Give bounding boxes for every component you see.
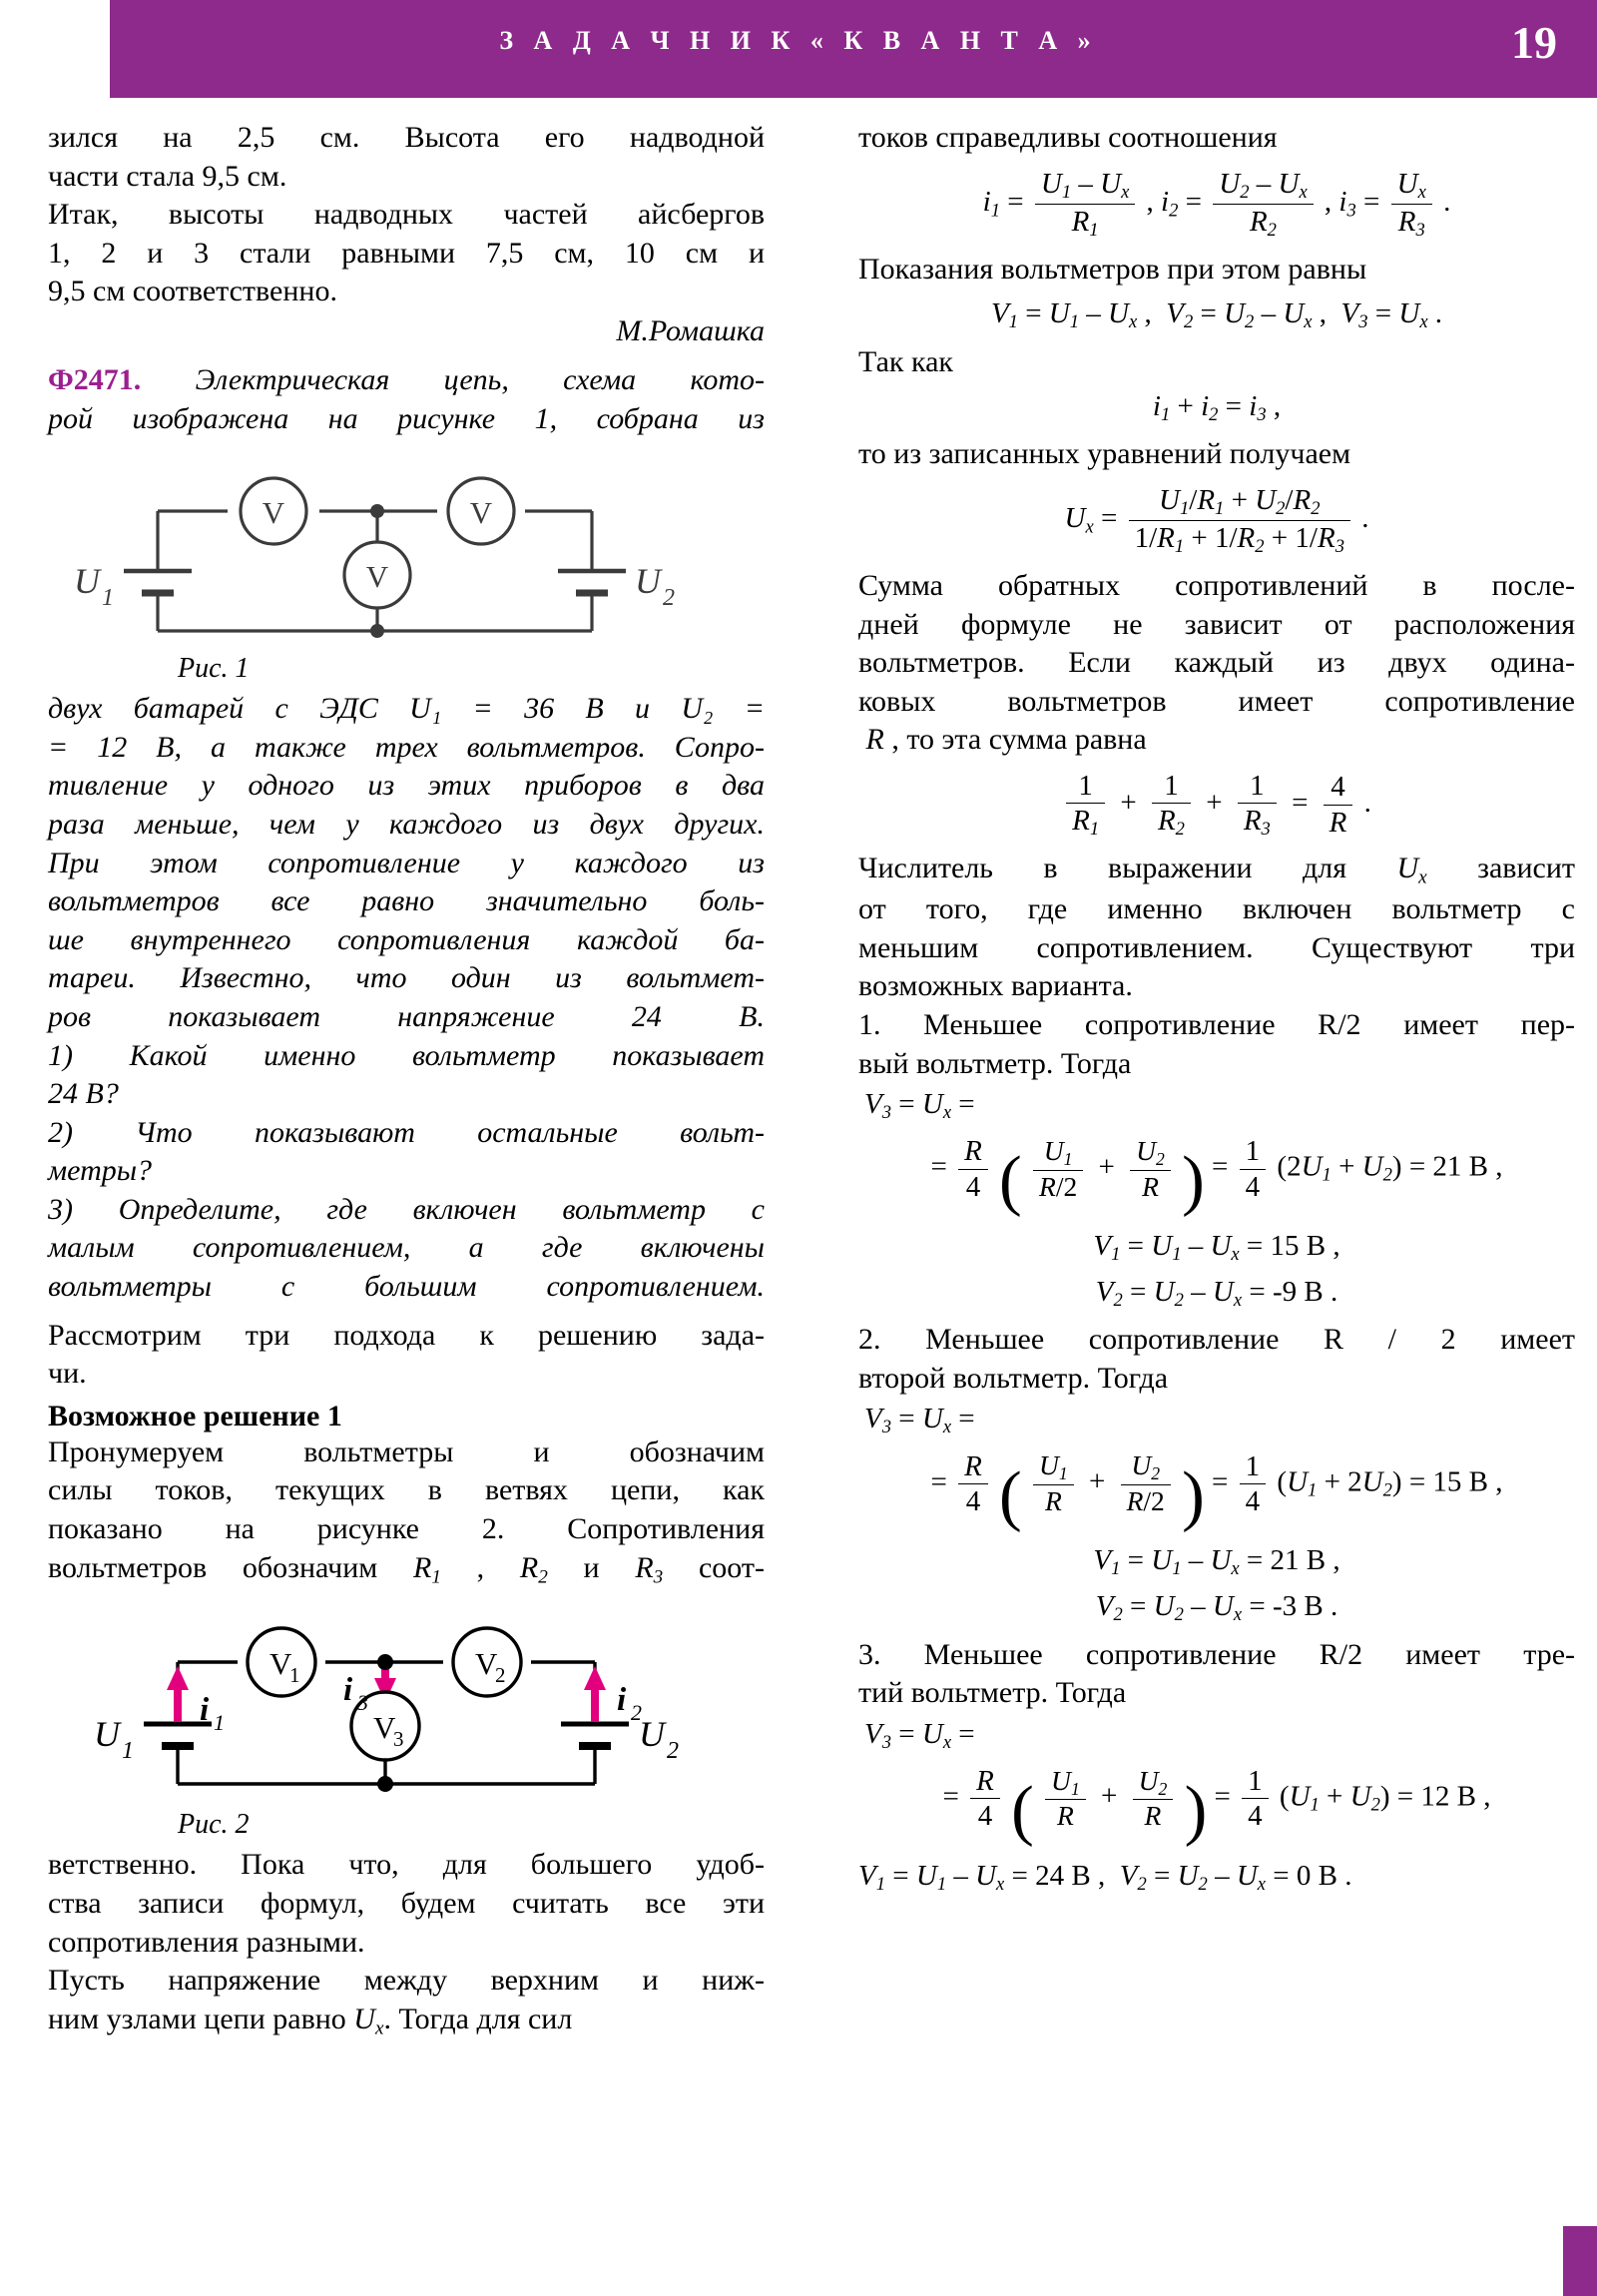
sum-para-line-4: ковых вольтметров имеет сопротивление — [858, 684, 1575, 718]
problem-number-tag: Ф2471. — [48, 362, 142, 396]
case-1-line-1: 1. Меньшее сопротивление R/2 имеет пер- — [858, 1007, 1575, 1041]
numerator-para-line-2: от того, где именно включен вольтметр с — [858, 892, 1575, 926]
problem-body-line-11: 2) Что показывают остальные вольт- — [48, 1115, 765, 1149]
problem-body-line-3: раза меньше, чем у каждого из двух других. — [48, 807, 765, 841]
three-approaches-line2: чи. — [48, 1357, 87, 1391]
current-arrow-i2 — [584, 1666, 606, 1722]
current-label-i1-sub: 1 — [214, 1710, 225, 1736]
formula-kirchhoff: $i_1 + i_2 = i_3$ , — [1152, 390, 1282, 426]
case2-v2-value: -3 В — [1272, 1590, 1324, 1623]
formula-case1-v1: $V_1 = U_1 - U_x = 15$ В , — [1093, 1229, 1340, 1266]
voltmeter-v1-sub: 1 — [289, 1663, 300, 1688]
numerator-para-line-4: возможных варианта. — [858, 969, 1133, 1003]
solution-line-1: Пронумеруем вольтметры и обозначим — [48, 1435, 765, 1468]
problem-body-line-10: 24 В? — [48, 1077, 119, 1111]
paragraph-continued-line1: зился на 2,5 см. Высота его надводной — [48, 121, 765, 154]
battery-left-sub: 1 — [102, 585, 114, 612]
problem-intro-line2: рой изображена на рисунке 1, собрана из — [48, 401, 765, 435]
problem-body-line-7: тареи. Известно, что один из вольтмет- — [48, 961, 765, 995]
formula-case1-v2: $V_2 = U_2 - U_x = -9$ В . — [1095, 1276, 1338, 1312]
case1-v1-value: 15 В — [1270, 1229, 1327, 1262]
figure-1 — [48, 453, 765, 685]
problem-body-line-6: ше внутреннего сопротивления каждой ба- — [48, 922, 765, 956]
case-2-line-2: второй вольтметр. Тогда — [858, 1361, 1169, 1395]
tail-line-5-post: . Тогда для сил — [383, 2002, 573, 2035]
right-line-4: то из записанных уравнений получаем — [858, 437, 1351, 471]
sum-para-line-5: R , то эта сумма равна — [865, 723, 1147, 757]
problem-body-line-9: 1) Какой именно вольтметр показывает — [48, 1038, 765, 1072]
case-1-line-2: вый вольтметр. Тогда — [858, 1046, 1132, 1080]
case3-result-value: 12 В — [1420, 1780, 1476, 1813]
formula-case2-expr: = $\frac{R}{4}$ ( $\frac{U_1}{R}$ + $\frac{U_2}{R/2}$ ) = $\frac{1}{4}$ $(U_1 + 2U_2) = 15$ В , — [930, 1449, 1503, 1533]
three-approaches-line1: Рассмотрим три подхода к решению зада- — [48, 1318, 765, 1352]
voltmeter-v3-label: V — [373, 1710, 396, 1746]
paragraph-continued-line2: части стала 9,5 см. — [48, 159, 287, 193]
case3-v1-value: 24 В — [1035, 1859, 1091, 1892]
formula-voltmeter-readings: $V_1 = U_1 - U_x$ , $V_2 = U_2 - U_x$ , $V_3 = U_x$ . — [990, 297, 1443, 333]
current-label-i3: i — [343, 1672, 353, 1709]
sum-para-line-1: Сумма обратных сопротивлений в после- — [858, 569, 1575, 603]
node-bottom — [370, 624, 384, 638]
case-3-line-1: 3. Меньшее сопротивление R/2 имеет тре- — [858, 1637, 1575, 1671]
voltmeter-v3-sub: 3 — [393, 1727, 404, 1752]
numerator-para-line-1: Числитель в выражении для $U_x$ зависит — [858, 852, 1575, 888]
figure-1-circuit — [48, 453, 765, 653]
sum-para-line-5-post: , то эта сумма равна — [883, 723, 1147, 757]
voltmeter-top-left-label: V — [262, 495, 285, 531]
problem-intro-text1: Электрическая цепь, схема кото- — [195, 362, 766, 396]
formula-case1-head: $V_3 = U_x$ = — [864, 1088, 975, 1124]
tail-line-1: ветственно. Пока что, для большего удоб- — [48, 1848, 765, 1882]
solution-line-2: силы токов, текущих в ветвях цепи, как — [48, 1473, 765, 1507]
solution-line-4: вольтметров обозначим $R_1$ , $R_2$ и $R_3$ соот- — [48, 1550, 765, 1587]
numerator-pre: Числитель в выражении для — [858, 852, 1397, 885]
current-label-i2: i — [617, 1682, 627, 1719]
header-band — [110, 0, 1597, 98]
case-3-line-2: тий вольтметр. Тогда — [858, 1676, 1127, 1710]
battery-right-sub: 2 — [663, 585, 675, 612]
formula-sum-reciprocals: $\frac{1}{R_1}$ + $\frac{1}{R_2}$ + $\frac{1}{R_3}$ = $\frac{4}{R}$ . — [858, 769, 1575, 841]
formula-case1-expr: = $\frac{R}{4}$ ( $\frac{U_1}{R/2}$ + $\frac{U_2}{R}$ ) = $\frac{1}{4}$ $(2U_1 + U_2) = 21$ В , — [930, 1134, 1503, 1218]
page-number: 19 — [1511, 17, 1557, 68]
solution-heading: Возможное решение 1 — [48, 1399, 342, 1433]
battery-left-sub: 1 — [122, 1738, 134, 1765]
problem-body-line-8: ров показывает напряжение 24 В. — [48, 999, 765, 1033]
formula-case2-head: $V_3 = U_x$ = — [864, 1403, 975, 1438]
battery-right-sub: 2 — [667, 1738, 679, 1765]
case2-v1-value: 21 В — [1270, 1544, 1327, 1577]
problem-body-line-1: = 12 В, а также трех вольтметров. Сопро- — [48, 730, 765, 764]
voltmeter-v1-label: V — [269, 1646, 292, 1682]
current-label-i2-sub: 2 — [631, 1700, 642, 1726]
left-column — [48, 120, 765, 2042]
figure-2 — [48, 1604, 765, 1841]
sum-para-line-2: дней формуле не зависит от расположения — [858, 607, 1575, 641]
figure-2-caption: Рис. 2 — [178, 1809, 250, 1841]
tail-line-3: сопротивления разными. — [48, 1925, 365, 1959]
battery-right-label: U — [635, 561, 661, 602]
voltmeter-middle-label: V — [365, 559, 389, 595]
formula-case2-v2: $V_2 = U_2 - U_x = -3$ В . — [1095, 1590, 1338, 1626]
case1-result-value: 21 В — [1432, 1150, 1489, 1183]
right-line-2: Показания вольтметров при этом равны — [858, 252, 1367, 286]
case-2-line-1: 2. Меньшее сопротивление R / 2 имеет — [858, 1323, 1575, 1357]
case2-result-value: 15 В — [1432, 1465, 1489, 1498]
solution-line-4-post: соот- — [663, 1550, 765, 1584]
node-top — [370, 504, 384, 518]
current-label-i3-sub: 3 — [357, 1690, 368, 1716]
battery-left-label: U — [94, 1714, 120, 1755]
solution-line-4-pre: вольтметров обозначим — [48, 1550, 413, 1584]
figure-1-caption: Рис. 1 — [178, 653, 250, 685]
voltmeter-v2-label: V — [475, 1646, 498, 1682]
problem-body-line-15: вольтметры с большим сопротивлением. — [48, 1270, 765, 1304]
right-line-1: токов справедливы соотношения — [858, 121, 1278, 154]
paragraph-itak-line1: Итак, высоты надводных частей айсбергов — [48, 198, 765, 232]
right-column — [858, 120, 1575, 1906]
battery-left-label: U — [74, 561, 100, 602]
current-label-i1: i — [200, 1692, 210, 1729]
formula-currents: $i_1$ = $\frac{U_1 - U_x}{R_1}$ , $i_2$ = $\frac{U_2 - U_x}{R_2}$ , $i_3$ = $\frac{U_x}{R_3}$ . — [982, 167, 1451, 241]
formula-case3-head: $V_3 = U_x$ = — [864, 1717, 975, 1754]
problem-body-line-0: двух батарей с ЭДС U₁ = 36 В и U₂ = — [48, 692, 765, 726]
author-credit: М.Ромашка — [616, 313, 765, 347]
problem-body-line-2: тивление у одного из этих приборов в два — [48, 769, 765, 803]
problem-body-line-14: малым сопротивлением, а где включены — [48, 1231, 765, 1265]
figure-2-circuit — [48, 1604, 765, 1809]
sum-para-line-3: вольтметров. Если каждый из двух одина- — [858, 646, 1575, 680]
numerator-post: зависит — [1426, 852, 1575, 885]
problem-body-line-5: вольтметров все равно значительно боль- — [48, 884, 765, 918]
formula-case3-expr: = $\frac{R}{4}$ ( $\frac{U_1}{R}$ + $\frac{U_2}{R}$ ) = $\frac{1}{4}$ $(U_1 + U_2) = 12$ В , — [942, 1764, 1491, 1848]
case1-v2-value: -9 В — [1272, 1276, 1324, 1309]
node-bottom — [377, 1776, 393, 1792]
bottom-corner-mark — [1563, 2226, 1597, 2296]
voltmeter-v2-sub: 2 — [495, 1663, 506, 1688]
tail-line-5: ним узлами цепи равно $U_x$. Тогда для сил — [48, 2002, 573, 2039]
case3-v2-value: 0 В — [1296, 1859, 1337, 1892]
voltmeter-top-right-label: V — [469, 495, 493, 531]
current-arrow-i1 — [167, 1666, 189, 1722]
tail-line-4: Пусть напряжение между верхним и ниж- — [48, 1964, 765, 1998]
problem-body-line-13: 3) Определите, где включен вольтметр с — [48, 1192, 765, 1226]
right-line-3: Так как — [858, 344, 953, 378]
formula-ux: $U_x$ = $\frac{U_1/R_1 + U_2/R_2}{1/R_1 + 1/R_2 + 1/R_3}$ . — [1064, 483, 1369, 558]
problem-body-line-4: При этом сопротивление у каждого из — [48, 846, 765, 879]
numerator-para-line-3: меньшим сопротивлением. Существуют три — [858, 930, 1575, 964]
solution-line-3: показано на рисунке 2. Сопротивления — [48, 1512, 765, 1546]
node-top — [377, 1654, 393, 1670]
problem-intro-line1 — [48, 362, 765, 399]
problem-body-line-12: метры? — [48, 1154, 153, 1188]
tail-line-5-pre: ним узлами цепи равно — [48, 2002, 354, 2035]
paragraph-itak-line3: 9,5 см соответственно. — [48, 275, 337, 308]
formula-case2-v1: $V_1 = U_1 - U_x = 21$ В , — [1093, 1544, 1340, 1580]
tail-line-2: ства записи формул, будем считать все эти — [48, 1887, 765, 1921]
page-title: З А Д А Ч Н И К « К В А Н Т А » — [499, 26, 1098, 55]
paragraph-itak-line2: 1, 2 и 3 стали равными 7,5 см, 10 см и — [48, 236, 765, 270]
battery-right-label: U — [639, 1714, 665, 1755]
formula-case3-v1-v2: $V_1 = U_1 - U_x = 24$ В , $V_2 = U_2 - U_x = 0$ В . — [858, 1859, 1352, 1895]
